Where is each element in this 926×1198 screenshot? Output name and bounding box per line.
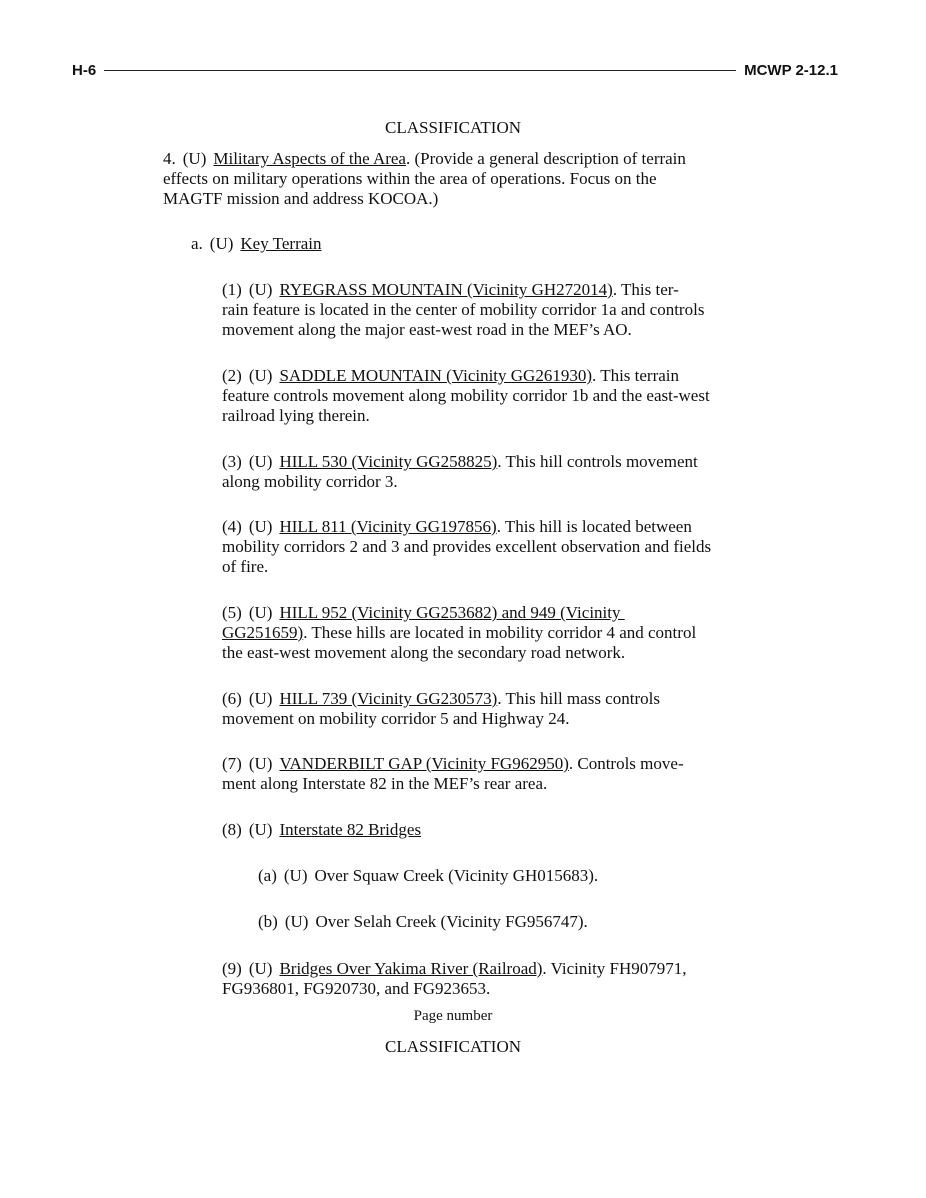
item-text: . These hills are located in mobility corridor 4 and control xyxy=(303,623,697,642)
key-terrain-item-1 xyxy=(222,280,762,340)
key-terrain-item-3 xyxy=(222,452,762,492)
item-title: HILL 952 (Vicinity GG253682) and 949 (Vicinity xyxy=(279,603,625,622)
classification-bottom: CLASSIFICATION xyxy=(384,1037,522,1056)
item-text: Over Selah Creek (Vicinity FG956747). xyxy=(315,912,588,931)
item-title: RYEGRASS MOUNTAIN (Vicinity GH272014) xyxy=(279,280,613,299)
sub-a-marking: (U) xyxy=(209,234,234,253)
item-marking: (U) xyxy=(248,603,273,622)
item-title: Interstate 82 Bridges xyxy=(279,820,422,839)
item-number: (8) xyxy=(222,820,242,839)
item-text: FG936801, FG920730, and FG923653. xyxy=(222,979,491,998)
key-terrain-item-9 xyxy=(222,959,762,999)
key-terrain-item-5 xyxy=(222,603,762,663)
item-text: ment along Interstate 82 in the MEF’s rear area. xyxy=(222,774,548,793)
item-number: (4) xyxy=(222,517,242,536)
item-letter: (b) xyxy=(258,912,278,931)
key-terrain-item-6 xyxy=(222,689,762,729)
item-marking: (U) xyxy=(284,912,309,931)
item-marking: (U) xyxy=(283,866,308,885)
section-4-number: 4. xyxy=(163,149,176,168)
classification-top: CLASSIFICATION xyxy=(384,118,522,137)
item-marking: (U) xyxy=(248,366,273,385)
item-text: movement along the major east-west road in the MEF’s AO. xyxy=(222,320,632,339)
sub-a-title: Key Terrain xyxy=(240,234,322,253)
item-text: . This hill controls movement xyxy=(497,452,698,471)
item-text: . This hill is located between xyxy=(496,517,692,536)
item-text: along mobility corridor 3. xyxy=(222,472,398,491)
item-text: railroad lying therein. xyxy=(222,406,370,425)
item-title: HILL 739 (Vicinity GG230573) xyxy=(279,689,498,708)
key-terrain-item-7 xyxy=(222,754,762,794)
item-letter: (a) xyxy=(258,866,277,885)
item-marking: (U) xyxy=(248,959,273,978)
item-text: . Controls move- xyxy=(568,754,684,773)
item-title: HILL 811 (Vicinity GG197856) xyxy=(279,517,497,536)
running-header xyxy=(72,60,838,80)
item-marking: (U) xyxy=(248,517,273,536)
item-title: HILL 530 (Vicinity GG258825) xyxy=(279,452,498,471)
item-number: (9) xyxy=(222,959,242,978)
page-number-label: Page number xyxy=(413,1008,493,1024)
item-text: . Vicinity FH907971, xyxy=(542,959,687,978)
item-number: (5) xyxy=(222,603,242,622)
item-marking: (U) xyxy=(248,689,273,708)
item-text: . This ter- xyxy=(612,280,679,299)
item-title: VANDERBILT GAP (Vicinity FG962950) xyxy=(279,754,569,773)
item-text: rain feature is located in the center of mobility corridor 1a and controls xyxy=(222,300,705,319)
section-4-marking: (U) xyxy=(182,149,207,168)
section-4-line1: . (Provide a general description of terrain xyxy=(405,149,686,168)
item-text: of fire. xyxy=(222,557,269,576)
item-number: (2) xyxy=(222,366,242,385)
header-publication: MCWP 2-12.1 xyxy=(744,61,838,79)
item-text: . This hill mass controls xyxy=(497,689,660,708)
item-text: mobility corridors 2 and 3 and provides excellent observation and fields xyxy=(222,537,712,556)
section-4-line3: MAGTF mission and address KOCOA.) xyxy=(163,189,439,208)
item-title: GG251659) xyxy=(222,623,304,642)
item-text: . This terrain xyxy=(592,366,680,385)
key-terrain-item-8b xyxy=(258,912,758,932)
section-4-line2: effects on military operations within the area of operations. Focus on the xyxy=(163,169,657,188)
item-title: Bridges Over Yakima River (Railroad) xyxy=(279,959,543,978)
item-marking: (U) xyxy=(248,820,273,839)
item-text: the east-west movement along the secondary road network. xyxy=(222,643,626,662)
sub-a-letter: a. xyxy=(191,234,203,253)
item-marking: (U) xyxy=(248,754,273,773)
header-page-id: H-6 xyxy=(72,61,97,79)
item-number: (3) xyxy=(222,452,242,471)
sub-a-heading xyxy=(191,234,751,254)
item-marking: (U) xyxy=(248,280,273,299)
section-4-paragraph xyxy=(163,149,763,209)
key-terrain-item-2 xyxy=(222,366,762,426)
item-title: SADDLE MOUNTAIN (Vicinity GG261930) xyxy=(279,366,592,385)
header-rule xyxy=(104,70,736,71)
item-text: movement on mobility corridor 5 and Highway 24. xyxy=(222,709,570,728)
key-terrain-item-4 xyxy=(222,517,762,577)
item-number: (7) xyxy=(222,754,242,773)
key-terrain-item-8 xyxy=(222,820,762,840)
item-marking: (U) xyxy=(248,452,273,471)
key-terrain-item-8a xyxy=(258,866,758,886)
item-number: (1) xyxy=(222,280,242,299)
item-text: Over Squaw Creek (Vicinity GH015683). xyxy=(314,866,599,885)
item-text: feature controls movement along mobility corridor 1b and the east-west xyxy=(222,386,710,405)
item-number: (6) xyxy=(222,689,242,708)
section-4-title: Military Aspects of the Area xyxy=(213,149,406,168)
